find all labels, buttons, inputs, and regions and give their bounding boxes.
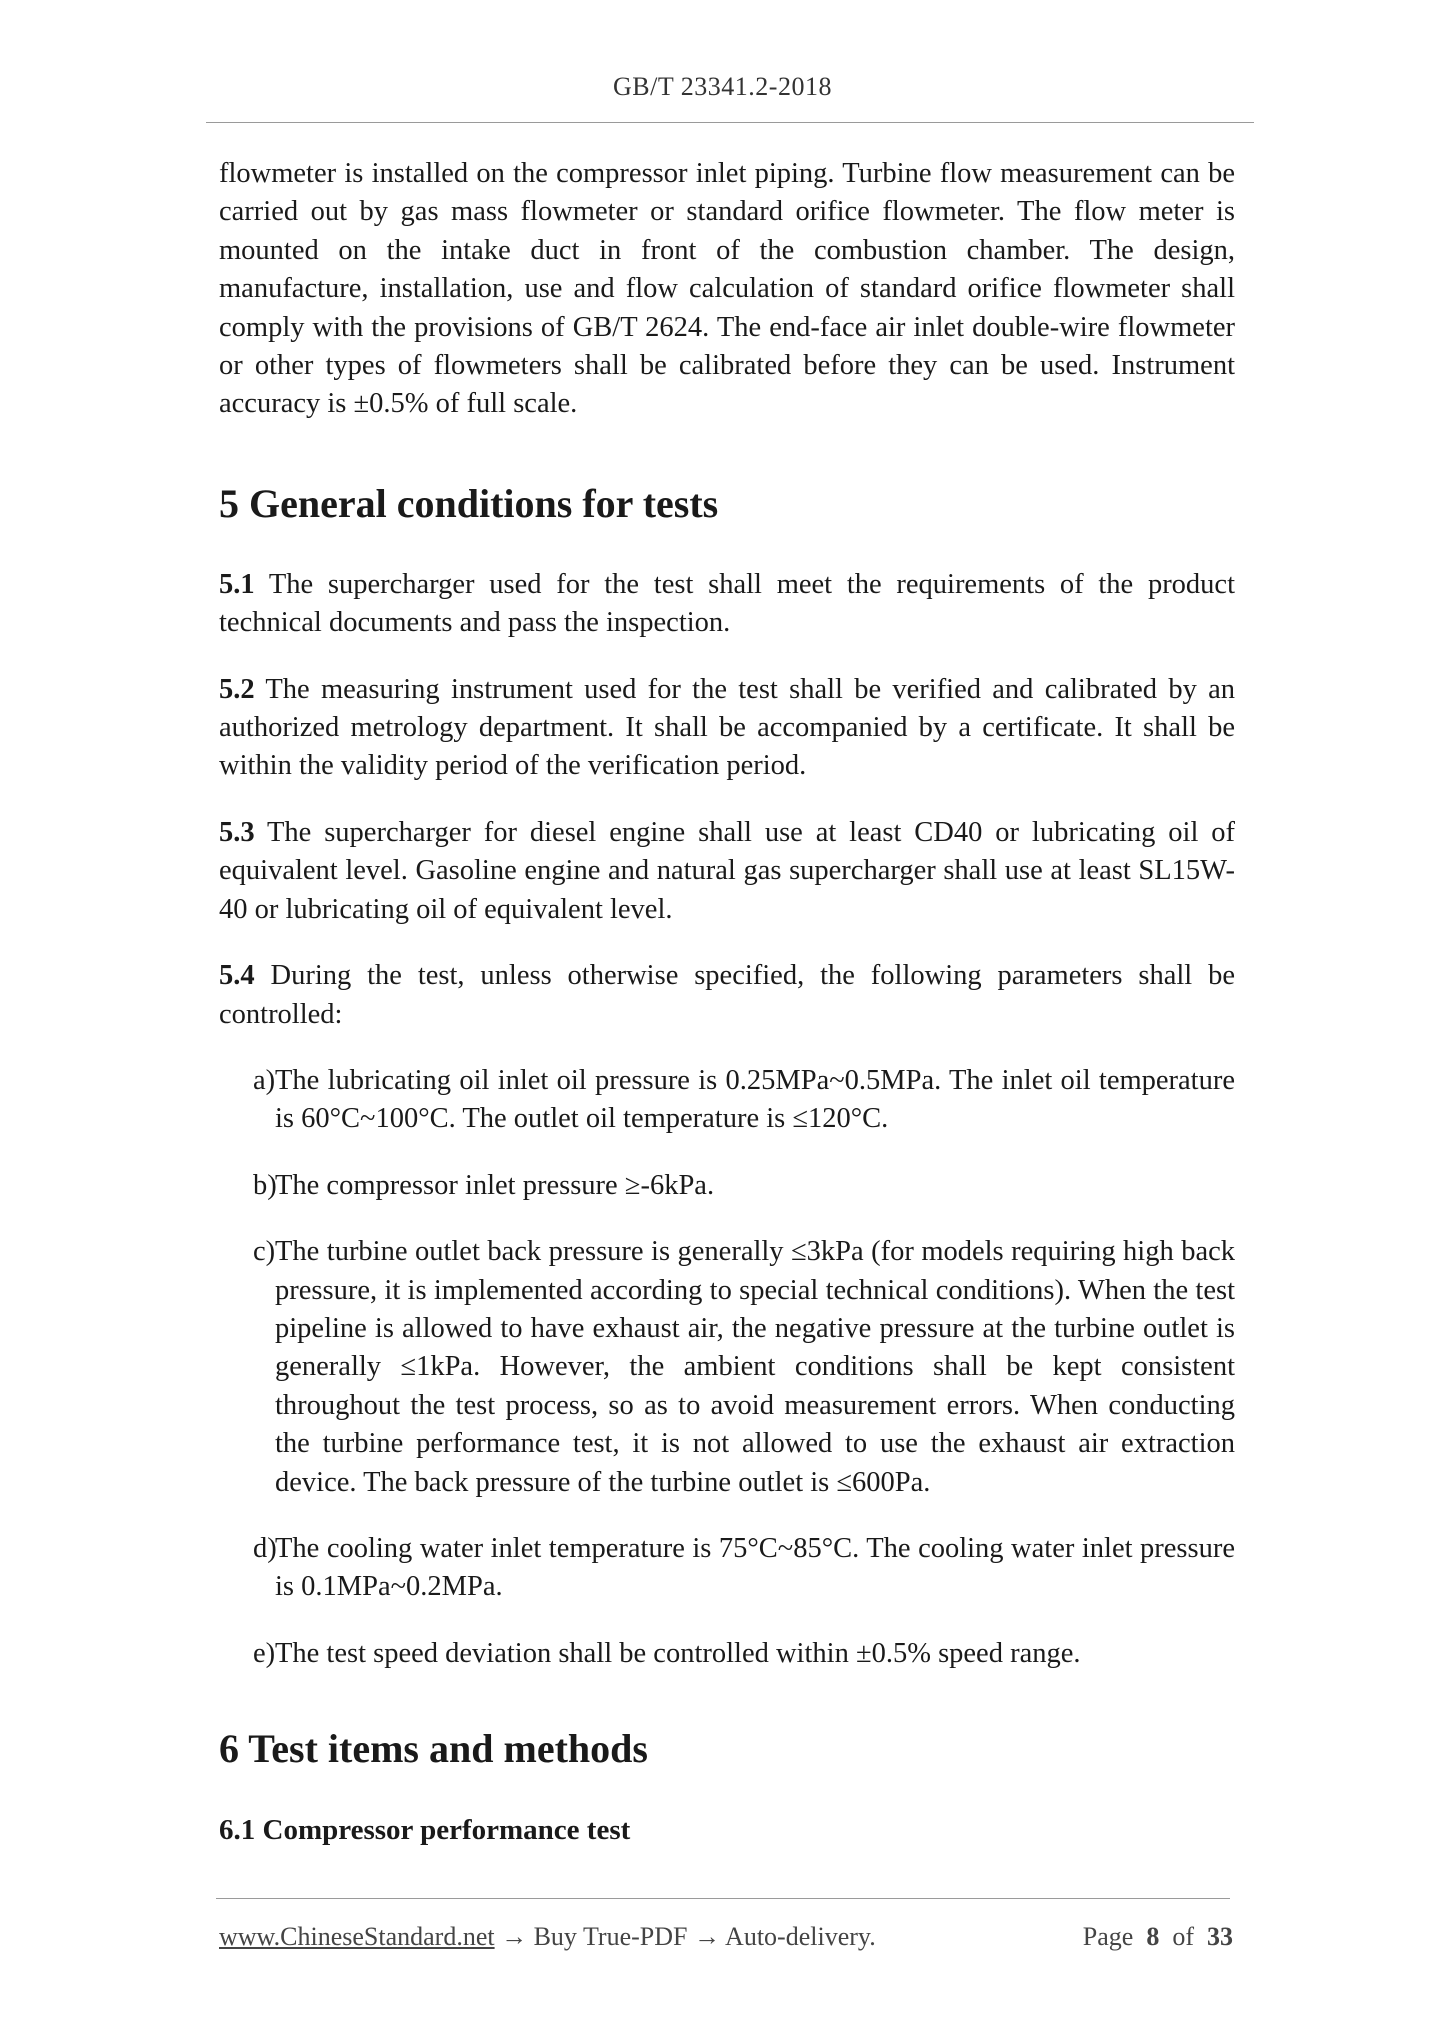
clause-5-1 bbox=[219, 566, 1235, 643]
clause-number: 5.1 bbox=[219, 568, 255, 600]
clause-5-2 bbox=[219, 671, 1235, 786]
clause-number: 5.2 bbox=[219, 673, 255, 705]
website-link[interactable]: www.ChineseStandard.net bbox=[219, 1922, 495, 1951]
subsection-6-1-title: 6.1 Compressor performance test bbox=[219, 1814, 631, 1847]
page-indicator bbox=[1083, 1922, 1233, 1952]
section-6-title: 6 Test items and methods bbox=[219, 1726, 648, 1772]
clause-5-3 bbox=[219, 814, 1235, 929]
page-label: Page bbox=[1082, 1922, 1134, 1951]
list-marker: d) bbox=[253, 1532, 277, 1564]
clause-text: The supercharger used for the test shall meet the requirements of the product technical documents and pass the inspection. bbox=[219, 568, 1235, 639]
list-item-text: The turbine outlet back pressure is generally ≤3kPa (for models requiring high back pressure, it is implemented according to special technical conditions). When the test pipeline is allowed to have exhaust air, the negative pressure at the turbine outlet is generally ≤1kPa. However, the ambient conditions shall be kept consistent throughout the test process, so as to avoid measurement errors. When conducting the turbine performance test, it is not allowed to use the exhaust air extraction device. The back pressure of the turbine outlet is ≤600Pa. bbox=[275, 1236, 1235, 1498]
section-5-title: 5 General conditions for tests bbox=[219, 480, 719, 526]
list-item-text: The cooling water inlet temperature is 75°C~85°C. The cooling water inlet pressure is 0.1MPa~0.2MPa. bbox=[275, 1532, 1235, 1603]
list-item bbox=[219, 1635, 1235, 1673]
clause-text: The measuring instrument used for the test shall be verified and calibrated by an authorized metrology department. It shall be accompanied by a certificate. It shall be within the validity period of the verification period. bbox=[219, 673, 1235, 782]
clause-text: During the test, unless otherwise specified, the following parameters shall be controlled: bbox=[219, 960, 1235, 1030]
list-marker: b) bbox=[253, 1169, 277, 1201]
page-of-label: of bbox=[1172, 1922, 1194, 1951]
list-item bbox=[219, 1530, 1235, 1607]
list-marker: e) bbox=[253, 1637, 276, 1669]
page-body bbox=[219, 155, 1235, 1849]
footer-promo-text: → Buy True-PDF → Auto-delivery. bbox=[494, 1922, 876, 1951]
controlled-parameters-list bbox=[219, 1062, 1235, 1673]
list-item bbox=[219, 1062, 1235, 1139]
document-code-header: GB/T 23341.2-2018 bbox=[613, 72, 832, 101]
footer-promo bbox=[219, 1922, 876, 1952]
list-item-text: The lubricating oil inlet oil pressure is 0.25MPa~0.5MPa. The inlet oil temperature is 60°C~100°C. The outlet oil temperature is ≤120°C. bbox=[275, 1064, 1235, 1135]
current-page-number: 8 bbox=[1146, 1922, 1160, 1951]
total-page-number: 33 bbox=[1207, 1922, 1233, 1951]
clause-number: 5.4 bbox=[219, 960, 255, 992]
list-item bbox=[219, 1167, 1235, 1205]
list-item bbox=[219, 1233, 1235, 1502]
list-marker: c) bbox=[253, 1236, 276, 1268]
list-item-text: The test speed deviation shall be controlled within ±0.5% speed range. bbox=[275, 1637, 1081, 1669]
intro-paragraph: flowmeter is installed on the compressor inlet piping. Turbine flow measurement can be carried out by gas mass flowmeter or standard orifice flowmeter. The flow meter is mounted on the intake duct in front of the combustion chamber. The design, manufacture, installation, use and flow calculation of standard orifice flowmeter shall comply with the provisions of GB/T 2624. The end-face air inlet double-wire flowmeter or other types of flowmeters shall be calibrated before they can be used. Instrument accuracy is ±0.5% of full scale. bbox=[219, 158, 1235, 420]
footer-divider bbox=[216, 1898, 1230, 1899]
clause-text: The supercharger for diesel engine shall use at least CD40 or lubricating oil of equivalent level. Gasoline engine and natural gas supercharger shall use at least SL15W-40 or lubricating oil of equivalent level. bbox=[219, 816, 1235, 925]
clause-number: 5.3 bbox=[219, 816, 255, 848]
header-divider bbox=[206, 122, 1254, 123]
clause-5-4 bbox=[219, 957, 1235, 1034]
list-item-text: The compressor inlet pressure ≥-6kPa. bbox=[275, 1169, 715, 1201]
list-marker: a) bbox=[253, 1064, 276, 1096]
